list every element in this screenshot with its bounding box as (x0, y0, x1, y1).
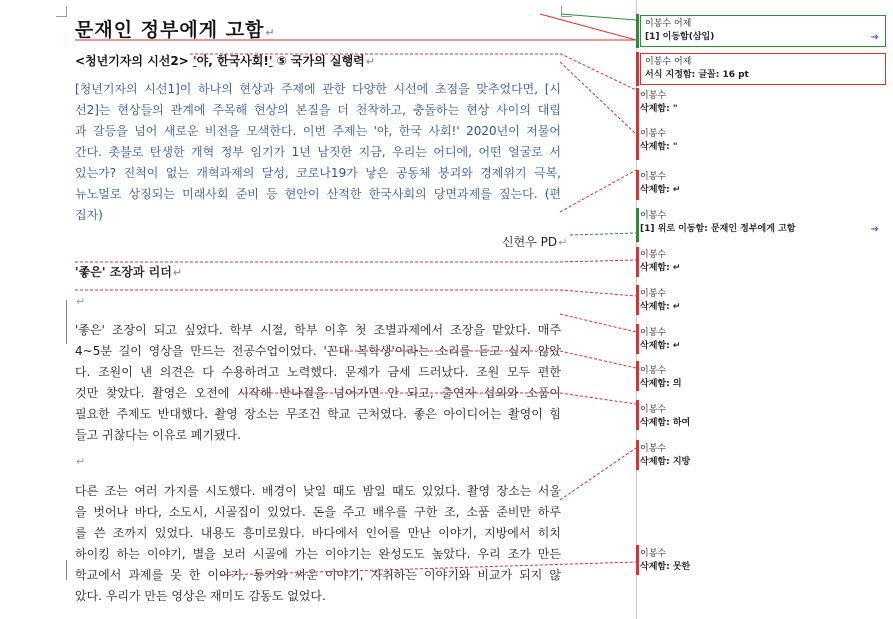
revision-balloon[interactable]: 이봉수 [1] 위로 이동함: 문재인 정부에게 고함 ➔ (640, 211, 879, 235)
comment-bar (636, 400, 639, 430)
revision-balloon[interactable]: 이봉수 삭제함: 지방 (640, 444, 691, 467)
revision-balloon[interactable]: 이봉수 삭제함: 못한 (640, 549, 691, 572)
comment-bar (636, 88, 639, 160)
intro-line: 집자) (75, 208, 103, 222)
intro-line: 있는가? 진척이 없는 개혁과제의 달성, 코로나19가 낳은 공동체 붕괴와 경제위기 극복, (75, 166, 561, 180)
revision-balloon[interactable]: 이봉수 삭제함: 하여 (640, 405, 691, 428)
comment-bar (636, 324, 639, 354)
revision-balloon[interactable]: 이봉수 어제 서식 지정함: 글꼴: 16 pt (640, 53, 886, 85)
revision-balloon[interactable]: 이봉수 삭제함: ↵ (640, 289, 681, 312)
revision-balloon[interactable]: 이봉수 삭제함: ↵ (640, 250, 681, 273)
section-heading: '좋은' 조장과 리더↵ (75, 265, 183, 279)
para1-line: 4~5분 길이 영상을 만드는 전공수업이었다. '꼰대 복학생'이라는 소리를 듣고 싶지 않았 (75, 344, 561, 358)
comment-bar (636, 14, 639, 48)
revision-balloon[interactable]: 이봉수 삭제함: 의 (640, 366, 682, 389)
empty-paragraph: ↵ (76, 295, 86, 308)
intro-line: [청년기자의 시선1]이 하나의 현상과 주제에 관한 다양한 시선에 초점을 맞추었다면, [시 (75, 82, 561, 96)
document-subtitle[interactable]: <청년기자의 시선2> '야, 한국사회!' ⑤ 국가의 실행력↵ (75, 54, 375, 68)
para1-line: 것만 찾았다. 촬영은 오전에 시작해 반나절을 넘어가면 안 되고, 출연자 섭외와 소품이 (75, 386, 561, 400)
revision-balloon[interactable]: 이봉수 삭제함: ↵ (640, 328, 681, 351)
comment-bar (636, 285, 639, 315)
revision-balloon[interactable]: 이봉수 삭제함: " (640, 91, 678, 114)
byline: 신현우 PD↵ (502, 235, 568, 249)
move-arrow-icon[interactable]: ➔ (870, 224, 879, 235)
para2-line: 하이킹 하는 이야기, 별을 보러 시골에 가는 이야기는 완성도도 높았다. 우리 조가 만든 (75, 547, 561, 561)
para2-line: 학교에서 과제를 못 한 이야기, 동기와 싸운 이야기, 자취하는 이야기와 비교가 되지 않 (75, 568, 561, 582)
para2-line: 았다. 우리가 만든 영상은 재미도 감동도 없었다. (75, 589, 326, 603)
revision-balloon[interactable]: 이봉수 삭제함: " (640, 129, 678, 152)
crop-mark-top-right (561, 6, 572, 17)
para2-line: 를 쓴 조까지 있었다. 내용도 흥미로웠다. 바다에서 인어를 만난 이야기, 지방에서 히치 (75, 526, 561, 540)
intro-line: 과 갈등을 넘어 새로운 비전을 모색한다. 이번 주제는 '야, 한국 사회!' 2020년이 저물어 (75, 124, 561, 138)
revision-balloon[interactable]: 이봉수 삭제함: ↵ (640, 172, 681, 195)
comment-bar (636, 208, 639, 242)
comment-bar (636, 545, 639, 575)
paragraph-mark: ↵ (265, 26, 276, 39)
para2-line: 을 벗어나 바다, 소도시, 시골집이 있었다. 돈을 주고 배우를 구한 조, 소품 준비만 하루 (75, 505, 561, 519)
comment-bar (636, 170, 639, 200)
para1-line: 들고 귀찮다는 이유로 폐기됐다. (75, 428, 241, 442)
move-arrow-icon[interactable]: ➔ (870, 32, 879, 43)
intro-line: 간다. 촛불로 탄생한 개혁 정부 임기가 1년 남짓한 지금, 우리는 어디에, 어떤 얼굴로 서 (75, 145, 561, 159)
para1-line: '좋은' 조장이 되고 싶었다. 학부 시절, 학부 이후 첫 조별과제에서 조장을 맡았다. 매주 (75, 323, 561, 337)
change-bar (66, 560, 67, 580)
comment-bar (636, 361, 639, 391)
document-title[interactable]: 문재인 정부에게 고함↵ (75, 19, 276, 41)
empty-paragraph: ↵ (76, 455, 86, 468)
para1-line: 다. 조원이 낸 의견은 다 수용하려고 노력했다. 문제가 금세 드러났다. 조원 모두 편한 (75, 365, 561, 379)
intro-line: 뉴노멀로 상징되는 미래사회 준비 등 현안이 산적한 한국사회의 당면과제를 짚는다. (편 (75, 187, 561, 201)
revision-balloon[interactable]: 이봉수 어제 [1] 이동함(삼입) ➔ (640, 15, 886, 47)
comment-bar (636, 247, 639, 277)
comment-bar (636, 440, 639, 470)
comment-bar (636, 52, 639, 86)
para2-line: 다른 조는 여러 가지를 시도했다. 배경이 낮일 때도 밤일 때도 있었다. 촬영 장소는 서울 (75, 484, 561, 498)
crop-mark-top-left (56, 6, 67, 17)
para1-line: 필요한 주제도 반대했다. 촬영 장소는 무조건 학교 근처였다. 좋은 아이디어는 촬영이 힘 (75, 407, 561, 421)
change-bar (66, 300, 67, 344)
intro-line: 선2]는 현상들의 관계에 주목해 현상의 본질을 더 천착하고, 충돌하는 현상 사이의 대립 (75, 103, 561, 117)
